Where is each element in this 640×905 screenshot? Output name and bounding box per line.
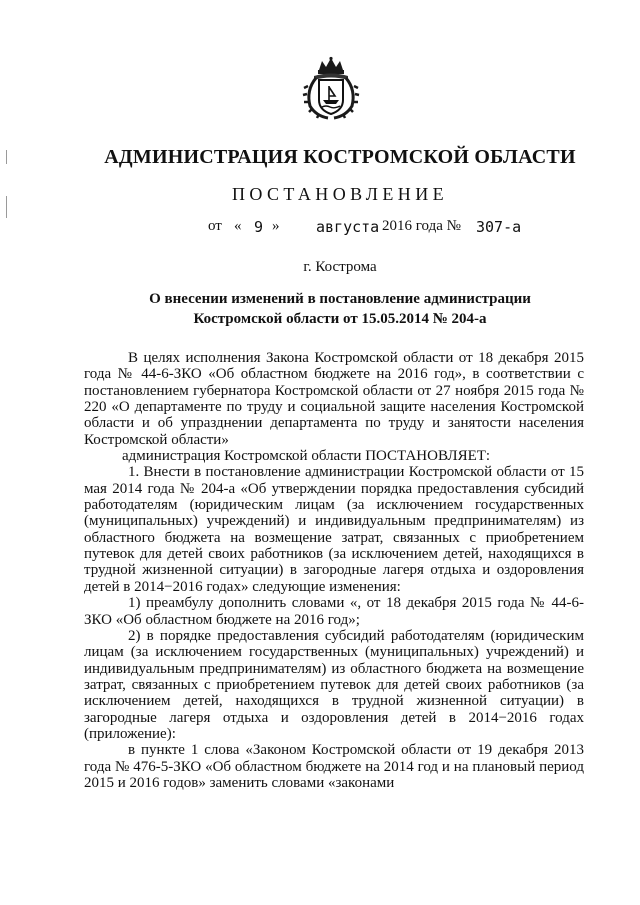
scan-artifact-mark: [6, 150, 7, 164]
body-paragraph-subitem-2: 2) в порядке предоставления субсидий работодателям (юридическим лицам (за исключением государственных (муниципальных) учреждений) и индивидуальным предпринимателям) из областного бюджета на возмещение затрат, связанных с приобретением путевок для детей своих работников (за исключением детей, находящихся в трудной жизненной ситуации) в загородные лагеря отдыха и оздоровления детей в 2014−2016 годах (приложение):: [84, 627, 584, 742]
document-number: 307-а: [476, 218, 522, 236]
date-close-quote: »: [272, 218, 280, 234]
document-type-heading: ПОСТАНОВЛЕНИЕ: [231, 184, 449, 204]
date-open-quote: «: [234, 218, 242, 234]
date-day: 9: [254, 218, 264, 236]
body-paragraph-decree: администрация Костромской области ПОСТАНОВЛЯЕТ:: [122, 448, 491, 465]
document-city: г. Кострома: [303, 259, 377, 275]
document-date-line: [0, 218, 640, 240]
document-body: [84, 350, 584, 791]
coat-of-arms-icon: [302, 56, 360, 122]
body-paragraph-subitem-2a: в пункте 1 слова «Законом Костромской области от 19 декабря 2013 года № 476-5-ЗКО «Об областном бюджете на 2014 год и на плановый период 2015 и 2016 годов» заменить словами «законами: [84, 742, 584, 791]
date-month: августа: [316, 218, 380, 236]
scan-artifact-mark: [6, 196, 7, 218]
subject-line: О внесении изменений в постановление администрации: [149, 291, 531, 307]
date-year-text: 2016 года №: [382, 218, 461, 234]
body-paragraph-subitem-1: 1) преамбулу дополнить словами «, от 18 декабря 2015 года № 44-6-ЗКО «Об областном бюджете на 2016 год»;: [84, 595, 584, 628]
body-paragraph-item-1: 1. Внести в постановление администрации Костромской области от 15 мая 2014 года № 204-а «Об утверждении порядка предоставления субсидий работодателям (юридическим лицам (за исключением государственных (муниципальных) учреждений) и индивидуальным предпринимателям) из областного бюджета на возмещение затрат, связанных с приобретением путевок для детей своих работников (за исключением детей, находящихся в трудной жизненной ситуации) в загородные лагеря отдыха и оздоровления детей в 2014−2016 годах» следующие изменения:: [84, 464, 584, 595]
subject-line: Костромской области от 15.05.2014 № 204-а: [193, 311, 487, 327]
date-prefix: от: [208, 218, 222, 234]
organization-title: АДМИНИСТРАЦИЯ КОСТРОМСКОЙ ОБЛАСТИ: [104, 146, 576, 168]
body-paragraph-preamble: В целях исполнения Закона Костромской области от 18 декабря 2015 года № 44-6-ЗКО «Об областном бюджете на 2016 год», в соответствии с постановлением губернатора Костромской области от 27 ноября 2015 года № 220 «О департаменте по труду и социальной защите населения Костромской области и об упразднении департамента по труду и занятости населения Костромской области»: [84, 350, 584, 448]
document-subject: [100, 289, 580, 329]
